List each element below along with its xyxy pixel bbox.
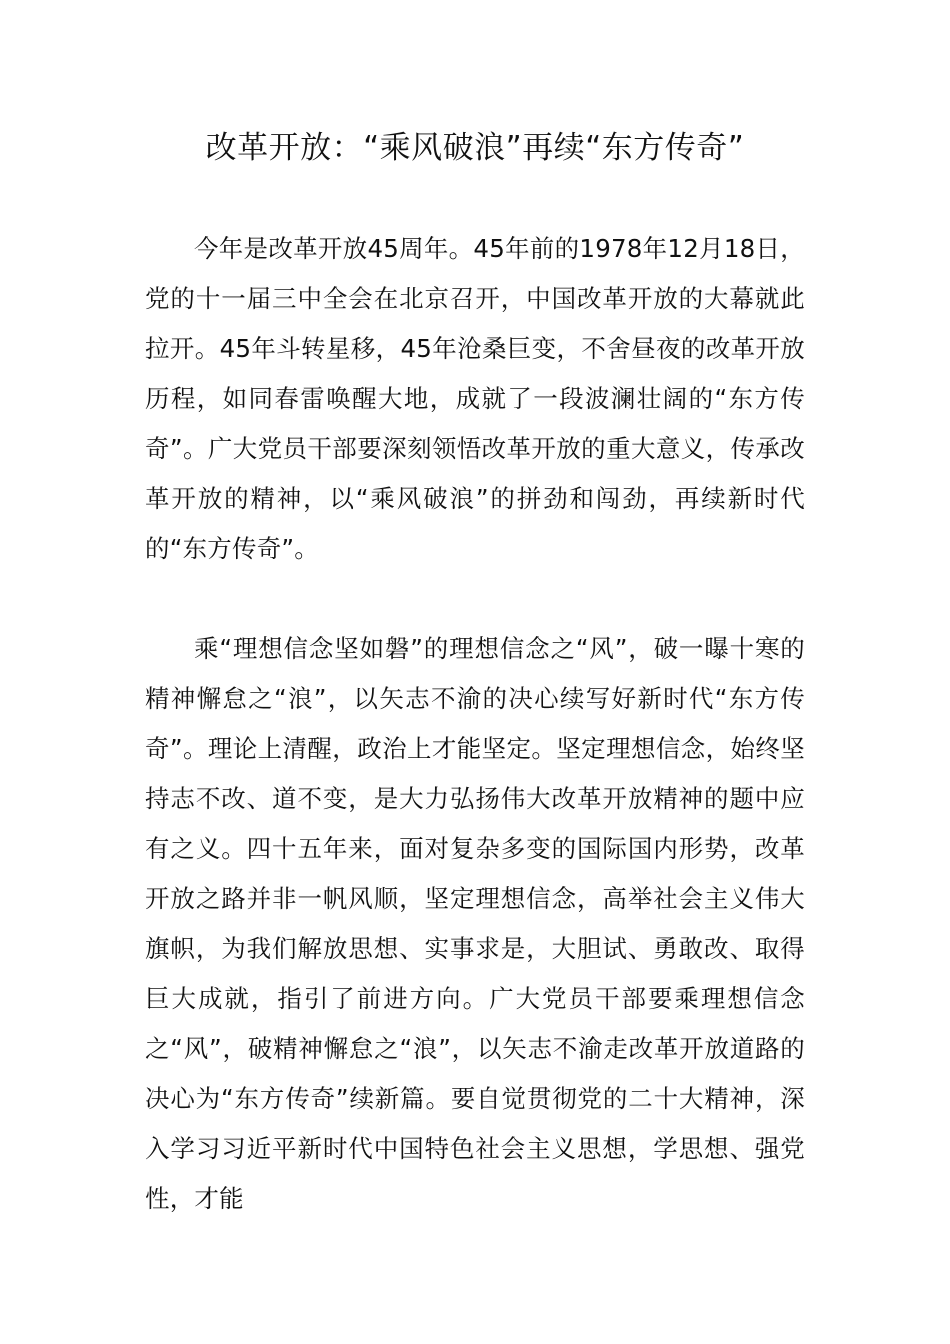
paragraph-ideals: 乘“理想信念坚如磐”的理想信念之“风”，破一曝十寒的精神懈怠之“浪”，以矢志不渝的决心续写好新时代“东方传奇”。理论上清醒，政治上才能坚定。坚定理想信念，始终坚持志不改、道不变，是大力弘扬伟大改革开放精神的题中应有之义。四十五年来，面对复杂多变的国际国内形势，改革开放之路并非一帆风顺，坚定理想信念，高举社会主义伟大旗帜，为我们解放思想、实事求是，大胆试、勇敢改、取得巨大成就，指引了前进方向。广大党员干部要乘理想信念之“风”，破精神懈怠之“浪”，以矢志不渝走改革开放道路的决心为“东方传奇”续新篇。要自觉贯彻党的二十大精神，深入学习习近平新时代中国特色社会主义思想，学思想、强党性，才能 xyxy=(145,634,805,1213)
paragraph-intro: 今年是改革开放45周年。45年前的1978年12月18日，党的十一届三中全会在北京召开，中国改革开放的大幕就此拉开。45年斗转星移，45年沧桑巨变，不舍昼夜的改革开放历程，如同春雷唤醒大地，成就了一段波澜壮阔的“东方传奇”。广大党员干部要深刻领悟改革开放的重大意义，传承改革开放的精神，以“乘风破浪”的拼劲和闯劲，再续新时代的“东方传奇”。 xyxy=(145,234,805,563)
document-title: 改革开放：“乘风破浪”再续“东方传奇” xyxy=(205,130,745,166)
